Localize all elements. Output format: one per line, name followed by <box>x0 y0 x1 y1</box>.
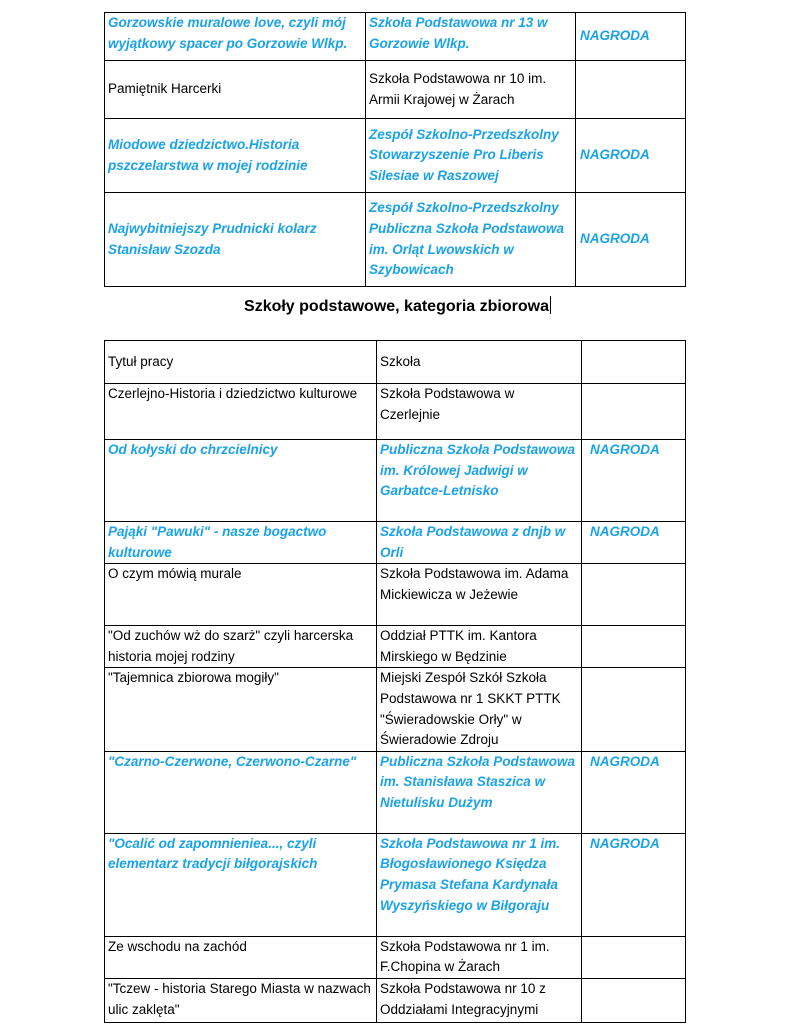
school-cell: Publiczna Szkoła Podstawowa im. Stanisława Staszica w Nietulisku Dużym <box>377 751 582 833</box>
school-cell: Miejski Zespół Szkół Szkoła Podstawowa nr 1 SKKT PTTK "Świeradowskie Orły" w Świeradowie Zdroju <box>377 668 582 751</box>
school-cell: Szkoła Podstawowa nr 1 im. Błogosławionego Księdza Prymasa Stefana Kardynała Wyszyńskiego w Biłgoraju <box>377 833 582 936</box>
table-header-row <box>105 341 686 384</box>
work-title-cell: Pamiętnik Harcerki <box>105 61 366 119</box>
work-title-cell: Miodowe dziedzictwo.Historia pszczelarstwa w mojej rodzinie <box>105 119 366 193</box>
work-title-cell: "Ocalić od zapomnieniea..., czyli elementarz tradycji biłgorajskich <box>105 833 377 936</box>
column-header-title: Tytuł pracy <box>105 341 377 384</box>
award-cell <box>582 978 686 1022</box>
work-title-cell: "Czarno-Czerwone, Czerwono-Czarne" <box>105 751 377 833</box>
work-title-cell: "Tczew - historia Starego Miasta w nazwach ulic zaklęta" <box>105 978 377 1022</box>
school-cell: Oddział PTTK im. Kantora Mirskiego w Będzinie <box>377 626 582 668</box>
table-row <box>105 564 686 626</box>
award-cell: NAGRODA <box>582 522 686 564</box>
school-cell: Szkoła Podstawowa nr 1 im. F.Chopina w Żarach <box>377 936 582 978</box>
table-row <box>105 193 686 287</box>
award-cell <box>576 61 686 119</box>
award-cell: NAGRODA <box>576 13 686 61</box>
work-title-cell: Od kołyski do chrzcielnicy <box>105 440 377 522</box>
results-table-individual <box>104 12 686 287</box>
award-cell <box>582 936 686 978</box>
award-cell: NAGRODA <box>582 833 686 936</box>
table-row <box>105 61 686 119</box>
school-cell: Zespół Szkolno-Przedszkolny Stowarzyszenie Pro Liberis Silesiae w Raszowej <box>366 119 576 193</box>
school-cell: Szkoła Podstawowa nr 10 z Oddziałami Integracyjnymi <box>377 978 582 1022</box>
column-header-school: Szkoła <box>377 341 582 384</box>
table-row <box>105 833 686 936</box>
column-header-award <box>582 341 686 384</box>
work-title-cell: Ze wschodu na zachód <box>105 936 377 978</box>
award-cell: NAGRODA <box>576 119 686 193</box>
award-cell <box>582 564 686 626</box>
table-row <box>105 936 686 978</box>
award-cell: NAGRODA <box>582 751 686 833</box>
school-cell: Szkoła Podstawowa w Czerlejnie <box>377 384 582 440</box>
school-cell: Szkoła Podstawowa z dnjb w Orli <box>377 522 582 564</box>
work-title-cell: Pająki "Pawuki" - nasze bogactwo kulturowe <box>105 522 377 564</box>
award-cell <box>582 384 686 440</box>
school-cell: Szkoła Podstawowa nr 10 im. Armii Krajowej w Żarach <box>366 61 576 119</box>
table-row <box>105 13 686 61</box>
results-table-collective <box>104 340 686 1023</box>
table-row <box>105 522 686 564</box>
table-row <box>105 668 686 751</box>
table-row <box>105 751 686 833</box>
award-cell <box>582 668 686 751</box>
text-cursor <box>550 296 551 314</box>
table-row <box>105 440 686 522</box>
work-title-cell: "Od zuchów wż do szarż" czyli harcerska historia mojej rodziny <box>105 626 377 668</box>
work-title-cell: Najwybitniejszy Prudnicki kolarz Stanisław Szozda <box>105 193 366 287</box>
work-title-cell: O czym mówią murale <box>105 564 377 626</box>
table-row <box>105 119 686 193</box>
school-cell: Szkoła Podstawowa nr 13 w Gorzowie Wlkp. <box>366 13 576 61</box>
work-title-cell: Czerlejno-Historia i dziedzictwo kulturowe <box>105 384 377 440</box>
school-cell: Publiczna Szkoła Podstawowa im. Królowej Jadwigi w Garbatce-Letnisko <box>377 440 582 522</box>
award-cell: NAGRODA <box>576 193 686 287</box>
table-row <box>105 978 686 1022</box>
section-heading <box>0 296 795 316</box>
section-heading-text: Szkoły podstawowe, kategoria zbiorowa <box>244 298 549 315</box>
table-row <box>105 384 686 440</box>
award-cell <box>582 626 686 668</box>
award-cell: NAGRODA <box>582 440 686 522</box>
work-title-cell: "Tajemnica zbiorowa mogiły" <box>105 668 377 751</box>
table-row <box>105 626 686 668</box>
school-cell: Zespół Szkolno-Przedszkolny Publiczna Szkoła Podstawowa im. Orląt Lwowskich w Szybowicach <box>366 193 576 287</box>
school-cell: Szkoła Podstawowa im. Adama Mickiewicza w Jeżewie <box>377 564 582 626</box>
work-title-cell: Gorzowskie muralowe love, czyli mój wyjątkowy spacer po Gorzowie Wlkp. <box>105 13 366 61</box>
